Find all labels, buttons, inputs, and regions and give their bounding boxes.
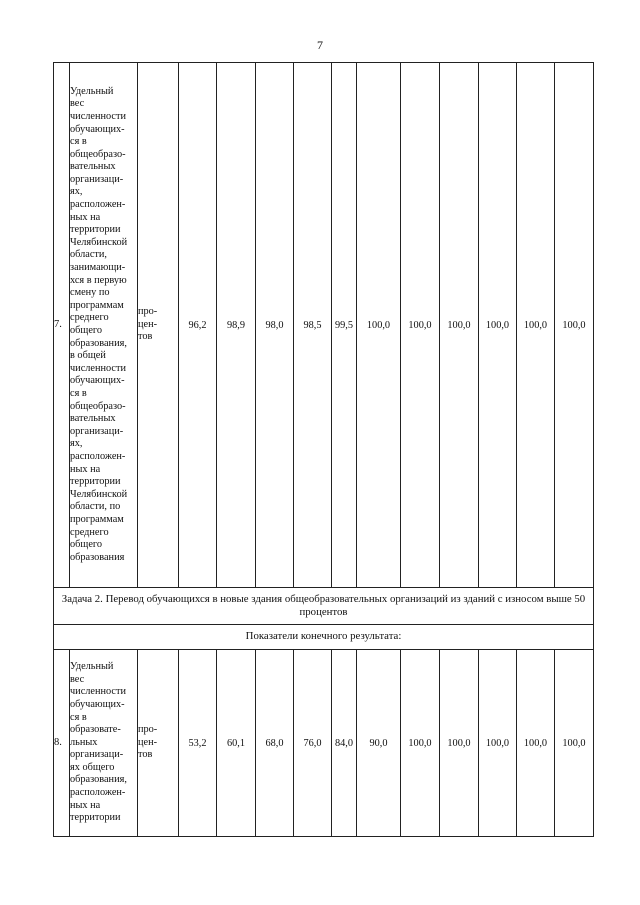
description-line: расположен- bbox=[70, 450, 126, 462]
description-line: общего bbox=[70, 325, 103, 336]
unit-line: про- bbox=[138, 306, 158, 318]
description-line: организаци- bbox=[70, 173, 124, 185]
value-cell: 100,0 bbox=[517, 63, 555, 588]
description-line: ся в bbox=[70, 711, 87, 723]
description-line: занимающи- bbox=[70, 262, 126, 274]
description-line: образования bbox=[70, 551, 125, 563]
indicators-table bbox=[53, 62, 594, 837]
value-cell: 76,0 bbox=[294, 650, 332, 837]
value-cell: 100,0 bbox=[517, 650, 555, 837]
description-line: ях, bbox=[70, 438, 83, 450]
description-line: Челябинской bbox=[70, 236, 128, 248]
value-cell: 100,0 bbox=[357, 63, 401, 588]
description-line: вес bbox=[70, 98, 85, 110]
value-cell: 98,9 bbox=[217, 63, 256, 588]
description-line: организаци- bbox=[70, 749, 124, 761]
description-line: программам bbox=[70, 299, 124, 311]
row-number: 7. bbox=[54, 63, 70, 588]
value-cell: 68,0 bbox=[256, 650, 294, 837]
description-line: образования, bbox=[70, 774, 127, 786]
unit-line: тов bbox=[138, 331, 153, 343]
value-cell: 60,1 bbox=[217, 650, 256, 837]
value-cell: 53,2 bbox=[179, 650, 217, 837]
description-line: ных на bbox=[70, 463, 101, 475]
description-line: среднего bbox=[70, 526, 109, 538]
description-line: расположен- bbox=[70, 199, 126, 211]
description-line: ях, bbox=[70, 186, 83, 198]
description-line: вательных bbox=[70, 161, 116, 173]
unit-line: цен- bbox=[138, 736, 158, 748]
description-line: области, bbox=[70, 249, 107, 261]
unit-cell bbox=[138, 63, 179, 588]
description-line: расположен- bbox=[70, 787, 126, 799]
table-row bbox=[54, 63, 594, 588]
description-line: Удельный bbox=[70, 661, 114, 673]
unit-line: тов bbox=[138, 749, 153, 761]
value-cell: 100,0 bbox=[401, 650, 440, 837]
value-cell: 96,2 bbox=[179, 63, 217, 588]
description-line: территории bbox=[70, 812, 121, 824]
table-row bbox=[54, 588, 594, 625]
value-cell: 98,5 bbox=[294, 63, 332, 588]
description-line: Удельный bbox=[70, 85, 114, 97]
description-line: численности bbox=[70, 110, 126, 122]
value-cell: 100,0 bbox=[479, 650, 517, 837]
description-line: ся в bbox=[70, 387, 87, 399]
description-line: обучающих- bbox=[70, 698, 125, 710]
description-line: численности bbox=[70, 686, 126, 698]
row-number: 8. bbox=[54, 650, 70, 837]
description-line: ных на bbox=[70, 211, 101, 223]
description-line: ных на bbox=[70, 799, 101, 811]
description-line: общеобразо- bbox=[70, 148, 126, 160]
description-line: хся в первую bbox=[70, 274, 127, 286]
value-cell: 100,0 bbox=[440, 63, 479, 588]
description-line: образовате- bbox=[70, 724, 121, 736]
indicator-description bbox=[70, 63, 138, 588]
task-heading: Задача 2. Перевод обучающихся в новые здания общеобразовательных организаций из зданий с износом выше 50 процентов bbox=[54, 588, 594, 625]
table-row bbox=[54, 625, 594, 650]
table-row bbox=[54, 650, 594, 837]
value-cell: 100,0 bbox=[440, 650, 479, 837]
description-line: территории bbox=[70, 476, 121, 488]
description-line: территории bbox=[70, 224, 121, 236]
description-line: общеобразо- bbox=[70, 400, 126, 412]
description-line: численности bbox=[70, 362, 126, 374]
description-line: организаци- bbox=[70, 425, 124, 437]
description-line: ся в bbox=[70, 136, 87, 148]
description-line: ях общего bbox=[70, 761, 115, 773]
value-cell: 100,0 bbox=[479, 63, 517, 588]
value-cell: 84,0 bbox=[332, 650, 357, 837]
description-line: обучающих- bbox=[70, 375, 125, 387]
value-cell: 98,0 bbox=[256, 63, 294, 588]
description-line: Челябинской bbox=[70, 488, 128, 500]
value-cell: 100,0 bbox=[555, 63, 594, 588]
description-line: вес bbox=[70, 673, 85, 685]
description-line: образования, bbox=[70, 337, 127, 349]
description-line: среднего bbox=[70, 312, 109, 324]
value-cell: 90,0 bbox=[357, 650, 401, 837]
value-cell: 100,0 bbox=[555, 650, 594, 837]
unit-cell bbox=[138, 650, 179, 837]
description-line: общего bbox=[70, 539, 103, 551]
description-line: смену по bbox=[70, 287, 110, 299]
description-line: обучающих- bbox=[70, 123, 125, 135]
description-line: в общей bbox=[70, 350, 106, 362]
description-line: программам bbox=[70, 513, 124, 525]
unit-line: цен- bbox=[138, 318, 158, 330]
page-number: 7 bbox=[317, 38, 323, 52]
results-heading: Показатели конечного результата: bbox=[54, 625, 594, 650]
description-line: вательных bbox=[70, 413, 116, 425]
value-cell: 99,5 bbox=[332, 63, 357, 588]
unit-line: про- bbox=[138, 724, 158, 736]
value-cell: 100,0 bbox=[401, 63, 440, 588]
description-line: области, по bbox=[70, 501, 121, 513]
indicator-description bbox=[70, 650, 138, 837]
description-line: льных bbox=[70, 736, 98, 748]
